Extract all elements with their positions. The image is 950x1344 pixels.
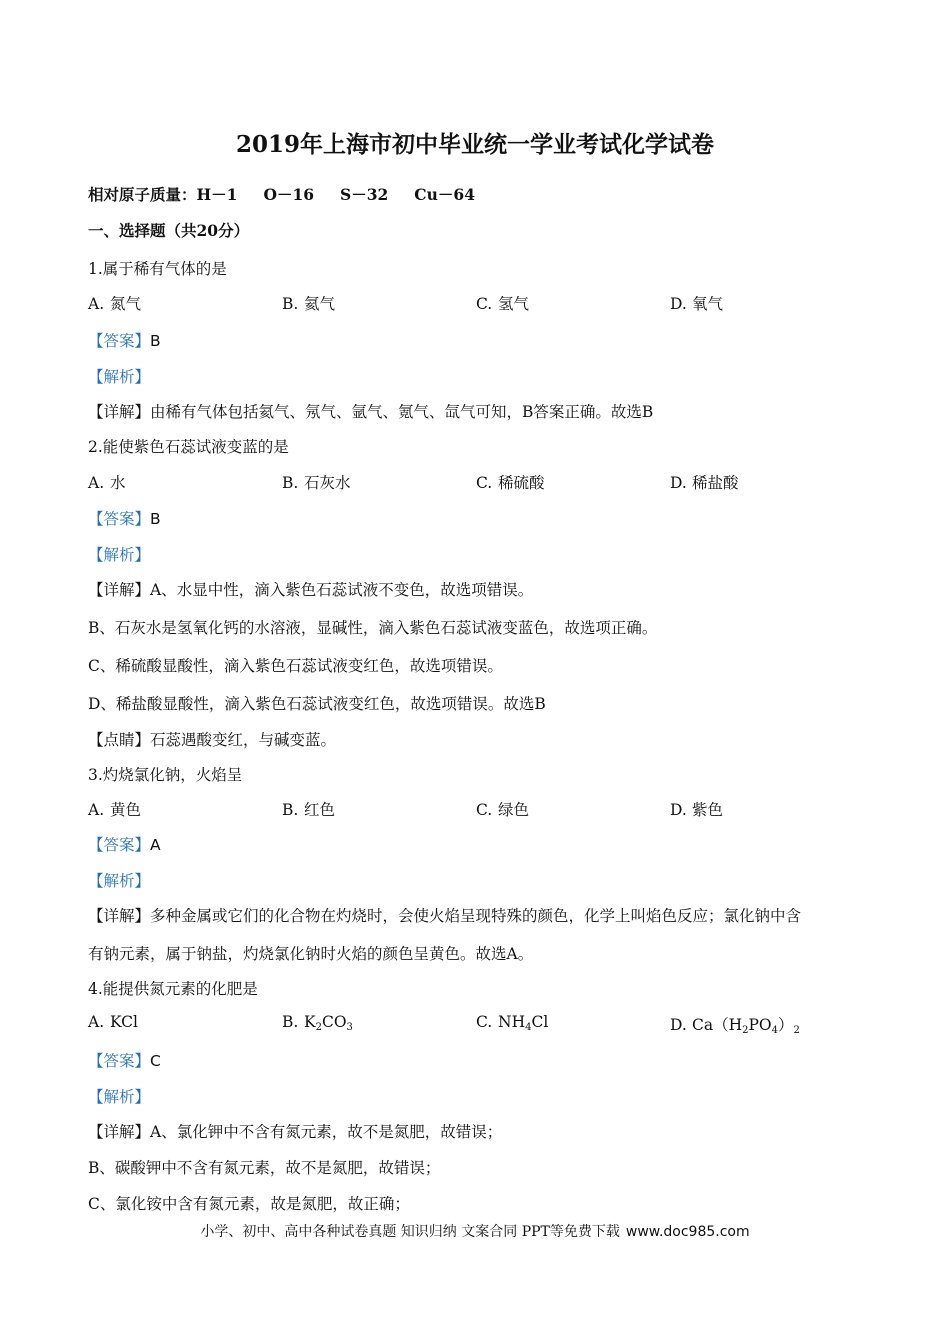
option-d: D. $Ca(H_2PO_4)_2$ xyxy=(670,1016,800,1036)
question-2-detail-3: C、稀硫酸显酸性，滴入紫色石蕊试液变红色，故选项错误。 xyxy=(88,657,503,675)
option-c: C. $NH_4Cl$ xyxy=(476,1013,549,1033)
option-d: D. 氧气 xyxy=(670,295,724,313)
atomic-mass-h: H－1 xyxy=(196,185,238,204)
option-b: B. 红色 xyxy=(282,801,336,819)
option-b: B. 氦气 xyxy=(282,295,336,313)
page-footer xyxy=(0,1221,950,1241)
question-2-detail-4: D、稀盐酸显酸性，滴入紫色石蕊试液变红色，故选项错误。故选B xyxy=(88,695,546,713)
document-title: 2019年上海市初中毕业统一学业考试化学试卷 xyxy=(235,131,714,158)
question-4-answer: 【答案】C xyxy=(88,1052,161,1070)
question-4-options xyxy=(88,1013,868,1035)
atomic-mass-cu: Cu－64 xyxy=(414,185,475,204)
question-2-stem: 2.能使紫色石蕊试液变蓝的是 xyxy=(88,438,289,456)
question-2-answer: 【答案】B xyxy=(88,510,161,528)
question-3-analysis-tag: 【解析】 xyxy=(88,872,151,890)
question-3-detail-2: 有钠元素，属于钠盐，灼烧氯化钠时火焰的颜色呈黄色。故选A。 xyxy=(88,945,534,963)
option-b: B. $K_2CO_3$ xyxy=(282,1013,353,1033)
question-3-detail-1: 【详解】多种金属或它们的化合物在灼烧时，会使火焰呈现特殊的颜色，化学上叫焰色反应；氯化钠中含 xyxy=(88,907,802,925)
question-3-options xyxy=(88,798,868,820)
question-1-stem: 1.属于稀有气体的是 xyxy=(88,260,227,278)
option-d: D. 紫色 xyxy=(670,801,724,819)
option-d: D. 稀盐酸 xyxy=(670,474,739,492)
option-c: C. 氢气 xyxy=(476,295,530,313)
option-b: B. 石灰水 xyxy=(282,474,351,492)
option-a: A. 水 xyxy=(88,474,126,492)
section-heading: 一、选择题（共20分） xyxy=(88,221,250,240)
atomic-mass-s: S－32 xyxy=(340,185,389,204)
question-4-detail-2: B、碳酸钾中不含有氮元素，故不是氮肥，故错误； xyxy=(88,1159,441,1177)
option-a: A. 氮气 xyxy=(88,295,142,313)
option-c: C. 稀硫酸 xyxy=(476,474,545,492)
question-4-detail-3: C、氯化铵中含有氮元素，故是氮肥，故正确； xyxy=(88,1195,410,1213)
question-4-detail-1: 【详解】A、氯化钾中不含有氮元素，故不是氮肥，故错误； xyxy=(88,1123,503,1141)
option-a: A. 黄色 xyxy=(88,801,142,819)
question-2-detail-1: 【详解】A、水显中性，滴入紫色石蕊试液不变色，故选项错误。 xyxy=(88,581,534,599)
footer-url[interactable]: www.doc985.com xyxy=(625,1224,750,1240)
question-2-detail-2: B、石灰水是氢氧化钙的水溶液，显碱性，滴入紫色石蕊试液变蓝色，故选项正确。 xyxy=(88,619,658,637)
question-2-tip: 【点睛】石蕊遇酸变红，与碱变蓝。 xyxy=(88,731,337,749)
question-1-analysis-tag: 【解析】 xyxy=(88,368,151,386)
atomic-mass-o: O－16 xyxy=(263,185,315,204)
question-3-stem: 3.灼烧氯化钠，火焰呈 xyxy=(88,766,243,784)
question-2-analysis-tag: 【解析】 xyxy=(88,546,151,564)
question-2-options xyxy=(88,471,868,493)
question-1-detail: 【详解】由稀有气体包括氦气、氖气、氩气、氪气、氙气可知，B答案正确。故选B xyxy=(88,403,654,421)
question-3-answer: 【答案】A xyxy=(88,836,161,854)
question-4-stem: 4.能提供氮元素的化肥是 xyxy=(88,980,258,998)
question-4-analysis-tag: 【解析】 xyxy=(88,1088,151,1106)
footer-text: 小学、初中、高中各种试卷真题 知识归纳 文案合同 PPT等免费下载 xyxy=(200,1224,620,1240)
atomic-mass-label: 相对原子质量： xyxy=(88,185,197,204)
question-1-answer: 【答案】B xyxy=(88,332,161,350)
atomic-mass-line xyxy=(88,183,501,205)
option-c: C. 绿色 xyxy=(476,801,530,819)
question-1-options xyxy=(88,292,868,314)
option-a: A. KCl xyxy=(88,1013,138,1031)
